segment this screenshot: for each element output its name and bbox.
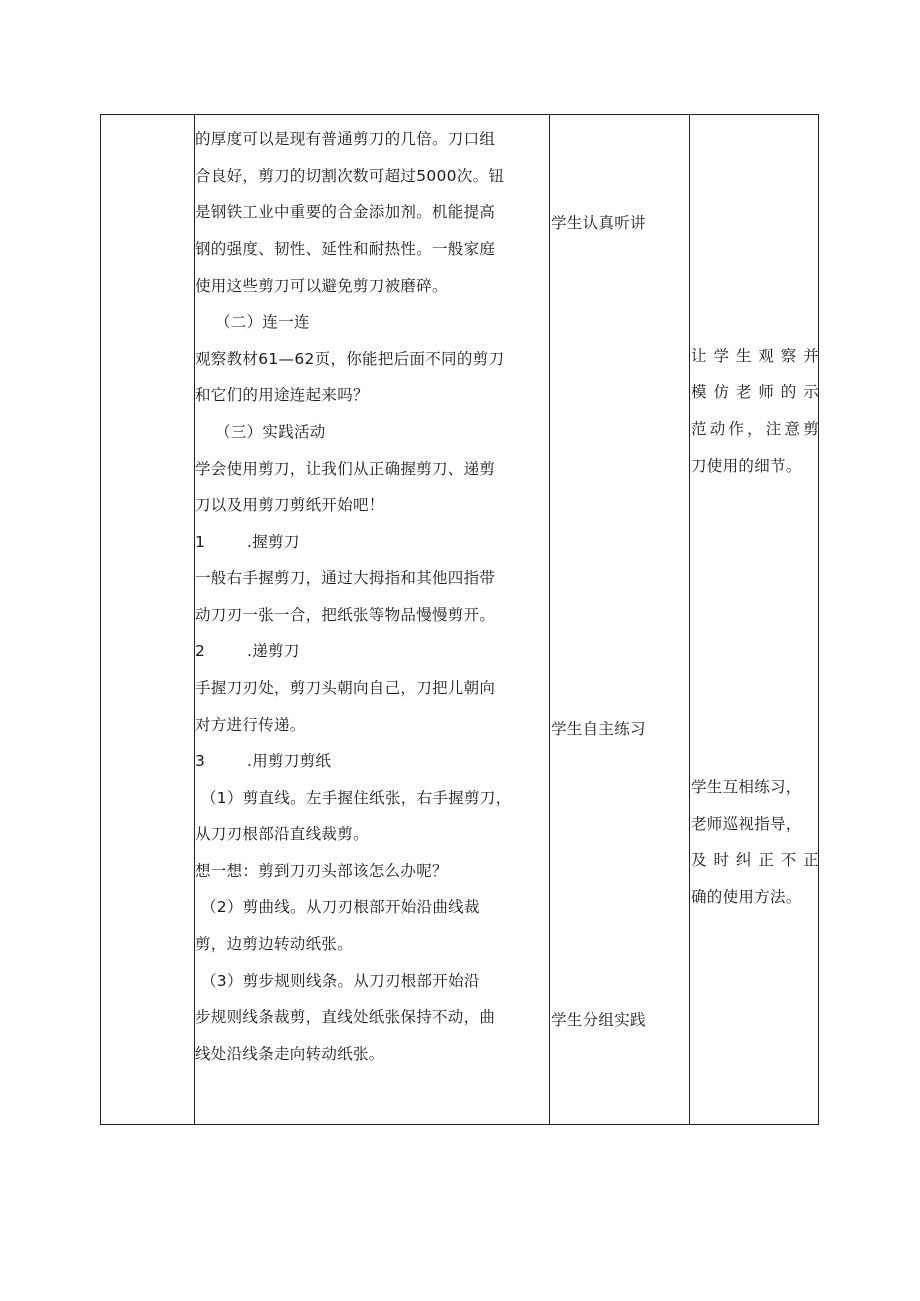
intent-line: 让学生观察并 [691,347,819,365]
step-number: 1 [195,533,206,551]
content-line: 观察教材61—62页，你能把后面不同的剪刀 [195,350,505,368]
intent-line: 刀使用的细节。 [691,457,802,475]
content-line: 是钢铁工业中重要的合金添加剂。机能提高 [195,203,496,221]
content-line: 学会使用剪刀，让我们从正确握剪刀、递剪 [195,460,496,478]
step-number: 3 [195,752,206,770]
step-number: 2 [195,642,206,660]
step-title: .握剪刀 [247,533,300,551]
student-activity: 学生分组实践 [551,1011,646,1029]
intent-line: 确的使用方法。 [691,888,802,906]
content-line: 的厚度可以是现有普通剪刀的几倍。刀口组 [195,130,496,148]
content-line: 线处沿线条走向转动纸张。 [195,1045,385,1063]
student-activity: 学生自主练习 [551,720,646,738]
step-title: .用剪刀剪纸 [247,752,332,770]
content-line: 使用这些剪刀可以避免剪刀被磨碎。 [195,277,448,295]
content-line: 动刀刃一张一合，把纸张等物品慢慢剪开。 [195,606,496,624]
intent-line: 范动作，注意剪 [691,420,819,438]
intent-line: 模仿老师的示 [691,383,819,401]
section-heading: （三）实践活动 [215,423,326,441]
content-line: 合良好，剪刀的切割次数可超过5000次。钮 [195,167,505,185]
column-divider-3 [689,115,690,1124]
content-line: （3）剪步规则线条。从刀刃根部开始沿 [201,972,480,990]
intent-line: 学生互相练习， [691,778,802,796]
content-line: 步规则线条裁剪，直线处纸张保持不动，曲 [195,1008,496,1026]
content-line: 和它们的用途连起来吗？ [195,386,369,404]
content-line: 想一想：剪到刀刃头部该怎么办呢？ [195,862,448,880]
intent-line: 及时纠正不正 [691,851,819,869]
content-line: 一般右手握剪刀，通过大拇指和其他四指带 [195,569,496,587]
content-line: 钢的强度、韧性、延性和耐热性。一般家庭 [195,240,496,258]
content-line: 从刀刃根部沿直线裁剪。 [195,825,369,843]
content-line: （2）剪曲线。从刀刃根部开始沿曲线裁 [201,898,480,916]
section-heading: （二）连一连 [215,313,310,331]
step-title: .递剪刀 [247,642,300,660]
content-line: 手握刀刃处，剪刀头朝向自己，刀把儿朝向 [195,679,496,697]
content-line: 刀以及用剪刀剪纸开始吧！ [195,496,385,514]
content-line: 剪，边剪边转动纸张。 [195,935,354,953]
content-line: （1）剪直线。左手握住纸张，右手握剪刀， [201,789,512,807]
content-line: 对方进行传递。 [195,716,306,734]
lesson-table [100,114,819,1125]
intent-line: 老师巡视指导， [691,815,802,833]
column-divider-2 [549,115,550,1124]
student-activity: 学生认真听讲 [551,214,646,232]
